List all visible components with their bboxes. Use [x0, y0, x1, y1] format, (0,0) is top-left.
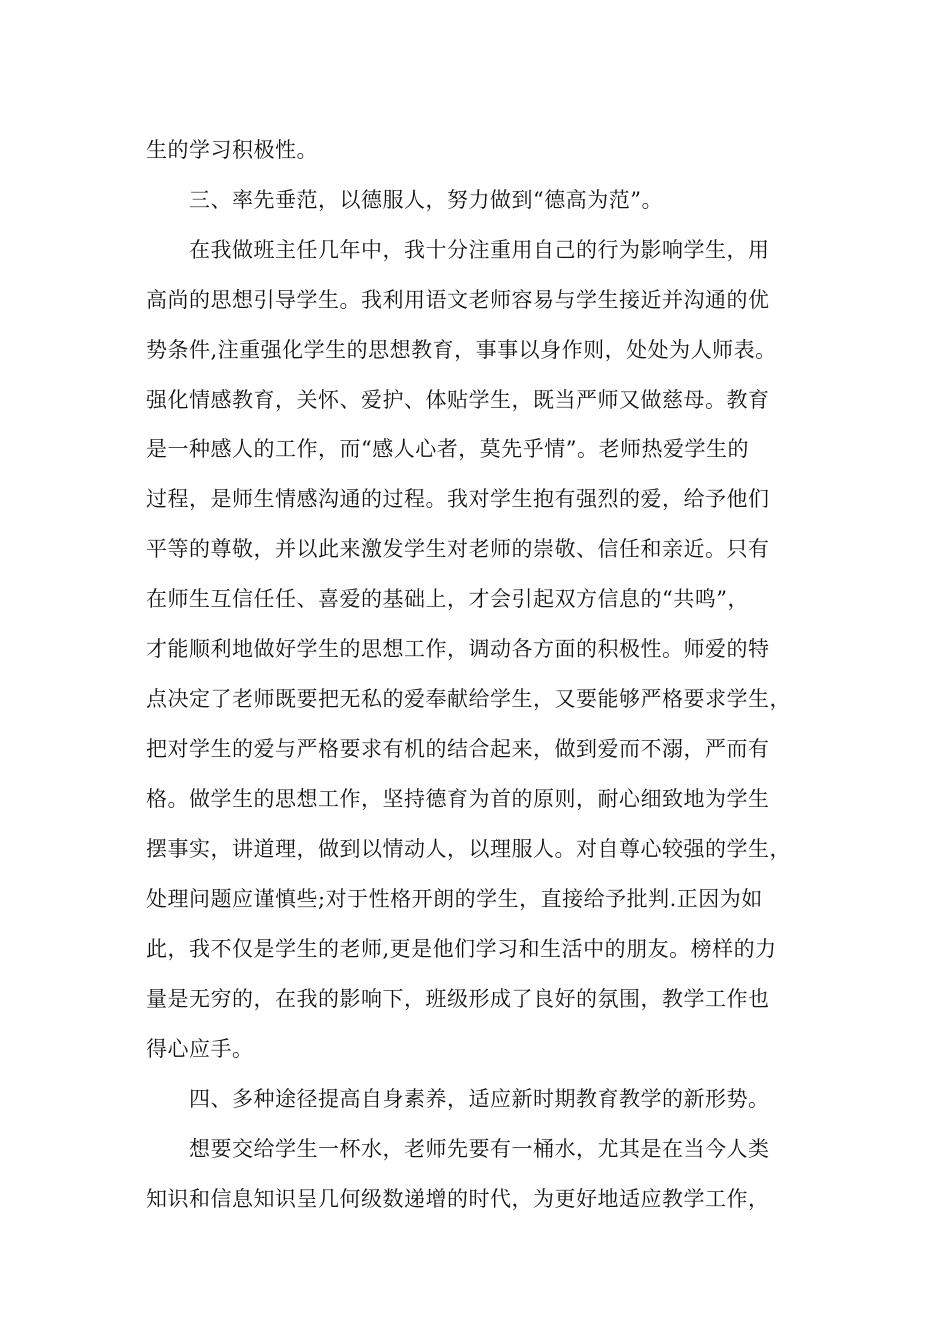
text-line-13: 把对学生的爱与严格要求有机的结合起来，做到爱而不溺，严而有	[146, 737, 770, 761]
text-line-1: 生的学习积极性。	[146, 138, 318, 162]
text-line-16: 处理问题应谨慎些;对于性格开朗的学生，直接给予批判.正因为如	[146, 887, 763, 911]
text-line-12: 点决定了老师既要把无私的爱奉献给学生，又要能够严格要求学生，	[146, 687, 791, 711]
text-line-4: 高尚的思想引导学生。我利用语文老师容易与学生接近并沟通的优	[146, 288, 770, 312]
section-heading-3: 三、率先垂范，以德服人，努力做到“德高为范”。	[189, 188, 663, 212]
text-line-19: 得心应手。	[146, 1037, 254, 1061]
text-line-7: 是一种感人的工作，而“感人心者，莫先乎情”。老师热爱学生的	[146, 437, 749, 461]
text-line-17: 此，我不仅是学生的老师,更是他们学习和生活中的朋友。榜样的力	[146, 937, 777, 961]
text-line-18: 量是无穷的，在我的影响下，班级形成了良好的氛围，教学工作也	[146, 987, 770, 1011]
text-line-3: 在我做班主任几年中，我十分注重用自己的行为影响学生，用	[189, 238, 770, 262]
text-line-10: 在师生互信任任、喜爱的基础上，才会引起双方信息的“共鸣”，	[146, 587, 749, 611]
section-heading-4: 四、多种途径提高自身素养，适应新时期教育教学的新形势。	[189, 1087, 770, 1111]
text-line-9: 平等的尊敬，并以此来激发学生对老师的崇敬、信任和亲近。只有	[146, 537, 770, 561]
text-line-21: 想要交给学生一杯水，老师先要有一桶水，尤其是在当今人类	[189, 1137, 770, 1161]
text-line-8: 过程，是师生情感沟通的过程。我对学生抱有强烈的爱，给予他们	[146, 487, 770, 511]
text-line-5: 势条件,注重强化学生的思想教育，事事以身作则，处处为人师表。	[146, 338, 777, 362]
text-line-15: 摆事实，讲道理，做到以情动人，以理服人。对自尊心较强的学生，	[146, 837, 791, 861]
text-line-11: 才能顺利地做好学生的思想工作，调动各方面的积极性。师爱的特	[146, 637, 770, 661]
text-line-22: 知识和信息知识呈几何级数递增的时代，为更好地适应教学工作，	[146, 1187, 770, 1211]
text-line-14: 格。做学生的思想工作，坚持德育为首的原则，耐心细致地为学生	[146, 787, 770, 811]
text-line-6: 强化情感教育，关怀、爱护、体贴学生，既当严师又做慈母。教育	[146, 388, 770, 412]
